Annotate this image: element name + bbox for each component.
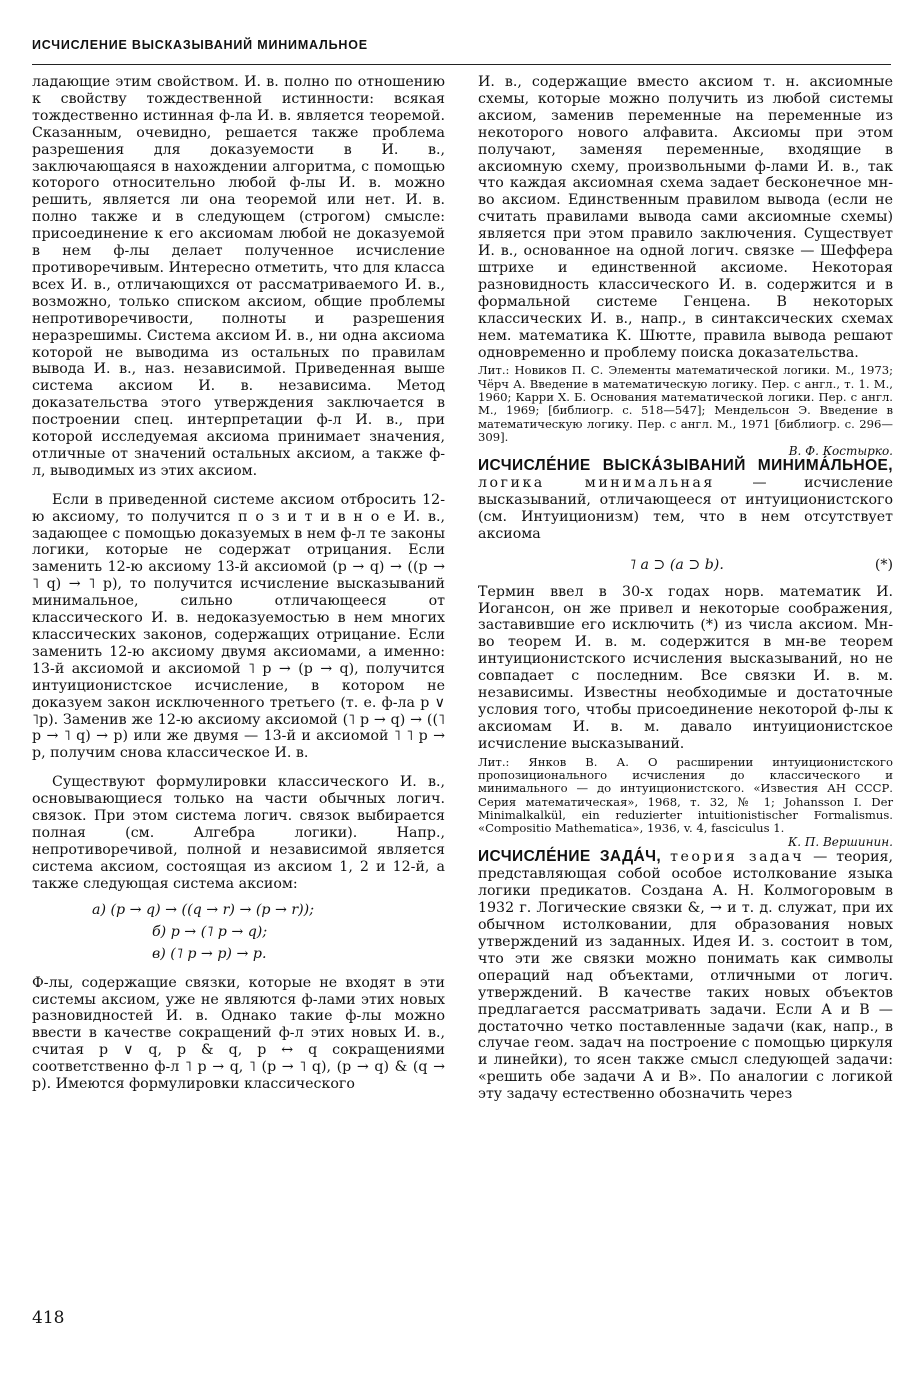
left-paragraph-1: ладающие этим свойством. И. в. полно по отношению к свойству тождественной истинности: всякая тождественно истинная ф-ла И. в. является теоремой. Сказанным, очевидно, решается также проблема разрешения для доказуемости в И. в., заключающаяся в нахождении алгоритма, с помощью которого относительно любой ф-лы И. в. можно решить, является ли она теоремой или нет. И. в. полно также и в следующем (строгом) смысле: присоединение к его аксиомам любой не доказуемой в нем ф-лы делает полученное исчисление противоречивым. Интересно отметить, что для класса всех И. в., отличающихся от рассматриваемого И. в., возможно, только списком аксиом, общие проблемы непротиворечивости, полноты и разрешения неразрешимы. Система аксиом И. в., ни одна аксиома которой не выводима из остальных по правилам вывода И. в., наз. независимой. Приведенная выше система аксиом И. в. независима. Метод доказательства этого утверждения заключается в построении спец. интерпретации ф-л И. в., при которой исследуемая аксиома принимает значения, отличные от значений остальных аксиом, а также ф-л, выводимых из этих аксиом. xyxy=(32,74,445,479)
entry-definition-minimal: — исчисление высказываний, отличающееся от интуиционистского (см. Интуиционизм) тем, что в нем отсутствует аксиома xyxy=(478,475,893,542)
literature-2: Лит.: Янков В. А. О расширении интуиционистского пропозиционального исчисления до классического и минимального — до интуиционистского. «Известия АН СССР. Серия математическая», 1968, т. 32, № 1; Johansson I. Der Minimalkalkül, ein reduzierter intuitionistischer Formalismus. «Compositio Mathematica», 1936, v. 4, fasciculus 1. xyxy=(478,754,893,836)
right-column xyxy=(478,74,893,1103)
author-signature-2: К. П. Вершинин. xyxy=(787,835,893,850)
entry-synonym-tasks: теория задач xyxy=(670,849,805,866)
author-signature-1: В. Ф. Костырко. xyxy=(788,444,893,459)
entry-term-tasks: ИСЧИСЛЕ́НИЕ ЗАДА́Ч, xyxy=(478,848,662,866)
article-minimal-calculus xyxy=(478,458,893,543)
equation-tag: (*) xyxy=(874,556,893,573)
article-task-calculus xyxy=(478,849,893,1103)
axiom-b: б) p → (˥ p → q); xyxy=(152,923,268,940)
equation-row xyxy=(478,557,893,574)
left-paragraph-4: Ф-лы, содержащие связки, которые не входят в эти системы аксиом, уже не являются ф-лами этих новых разновидностей И. в. Однако такие ф-лы можно ввести в качестве сокращений ф-л этих новых И. в., считая p ∨ q, p & q, p ↔ q сокращениями соответственно ф-л ˥ p → q, ˥ (p → ˥ q), (p → q) & (q → p). Имеются формулировки классического xyxy=(32,974,445,1093)
right-paragraph-1: И. в., содержащие вместо аксиом т. н. аксиомные схемы, которые можно получить из любой системы аксиом, заменив переменные на переменные из некоторого нового алфавита. Аксиомы при этом получают, заменяя переменные, входящие в аксиомную схему, произвольными ф-лами И. в., так что каждая аксиомная схема задает бесконечное мн-во аксиом. Единственным правилом вывода (если не считать правилами вывода сами аксиомные схемы) является при этом правило заключения. Существует И. в., основанное на одной логич. связке — Шеффера штрихе и единственной аксиоме. Некоторая разновидность классического И. в. содержится и в формальной системе Генцена. В некоторых классических И. в., напр., в синтаксических схемах нем. математика К. Шютте, правила вывода решают одновременно и проблему поиска доказательства. xyxy=(478,74,893,361)
entry-term-minimal: ИСЧИСЛЕ́НИЕ ВЫСКА́ЗЫВАНИЙ МИНИМА́ЛЬНОЕ, xyxy=(478,457,893,475)
literature-1: Лит.: Новиков П. С. Элементы математической логики. М., 1973; Чёрч А. Введение в математическую логику. Пер. с англ., т. 1. М., 1960; Карри Х. Б. Основания математической логики. Пер. с англ. М., 1969; [библиогр. с. 518—547]; Мендельсон Э. Введение в математическую логику. Пер. с англ. М., 1971 [библиогр. с. 296—309]. xyxy=(478,363,893,444)
page-number: 418 xyxy=(32,1308,65,1328)
entry-synonym-minimal: логика минимальная xyxy=(478,475,715,492)
running-header: ИСЧИСЛЕНИЕ ВЫСКАЗЫВАНИЙ МИНИМАЛЬНОЕ xyxy=(32,38,368,52)
excluded-axiom: ˥ a ⊃ (a ⊃ b). xyxy=(628,556,724,573)
entry-definition-tasks: — теория, представляющая собой особое истолкование языка логики предикатов. Создана А. Н. Колмогоровым в 1932 г. Логические связки &, → и т. д. служат, при их обычном истолковании, для образования новых утверждений из заданных. Идея И. з. состоит в том, что эти же связки можно понимать как символы операций над объектами, отличными от логич. утверждений. В качестве таких новых объектов предлагается рассматривать задачи. Если A и B — достаточно четко поставленные задачи (как, напр., в случае геом. задач на построение с помощью циркуля и линейки), то ясен также смысл следующей задачи: «решить обе задачи A и B». По аналогии с логикой эту задачу естественно обозначить через xyxy=(478,849,894,1103)
axiom-a: а) (p → q) → ((q → r) → (p → r)); xyxy=(92,901,314,918)
left-paragraph-2: Если в приведенной системе аксиом отбросить 12-ю аксиому, то получится п о з и т и в н о е И. в., задающее с помощью доказуемых в нем ф-л те законы логики, которые не содержат отрицания. Если заменить 12-ю аксиому 13-й аксиомой (p → q) → ((p → ˥ q) → ˥ p), то получится исчисление высказываний минимальное, сильно отличающееся от классического И. в. недоказуемостью в нем многих классических законов, содержащих отрицание. Если заменить 12-ю аксиому двумя аксиомами, а именно: 13-й аксиомой и аксиомой ˥ p → (p → q), получится интуиционистское исчисление, в котором не доказуем закон исключенного третьего (т. е. ф-ла p ∨ ˥p). Заменив же 12-ю аксиому аксиомой (˥ p → q) → ((˥ p → ˥ q) → p) или же двумя — 13-й и аксиомой ˥ ˥ p → p, получим снова классическое И. в. xyxy=(32,491,445,762)
left-column xyxy=(32,74,445,1093)
right-paragraph-3: Термин ввел в 30-х годах норв. математик И. Иогансон, он же привел и некоторые соображения, заставившие его исключить (*) из числа аксиом. Мн-во теорем И. в. м. содержится в мн-ве теорем интуиционистского исчисления высказываний, но не совпадает с последним. Все связки И. в. м. независимы. Известны необходимые и достаточные условия того, чтобы присоединение некоторой ф-лы к аксиомам И. в. м. давало интуиционистское исчисление высказываний. xyxy=(478,583,893,752)
axiom-system-list xyxy=(92,899,445,965)
header-rule xyxy=(32,64,891,65)
axiom-c: в) (˥ p → p) → p. xyxy=(152,945,267,962)
left-paragraph-3: Существуют формулировки классического И. в., основывающиеся только на части обычных логич. связок. При этом система логич. связок выбирается полная (см. Алгебра логики). Напр., непротиворечивой, полной и независимой является система аксиом, состоящая из аксиом 1, 2 и 12-й, а также следующая система аксиом: xyxy=(32,774,445,892)
